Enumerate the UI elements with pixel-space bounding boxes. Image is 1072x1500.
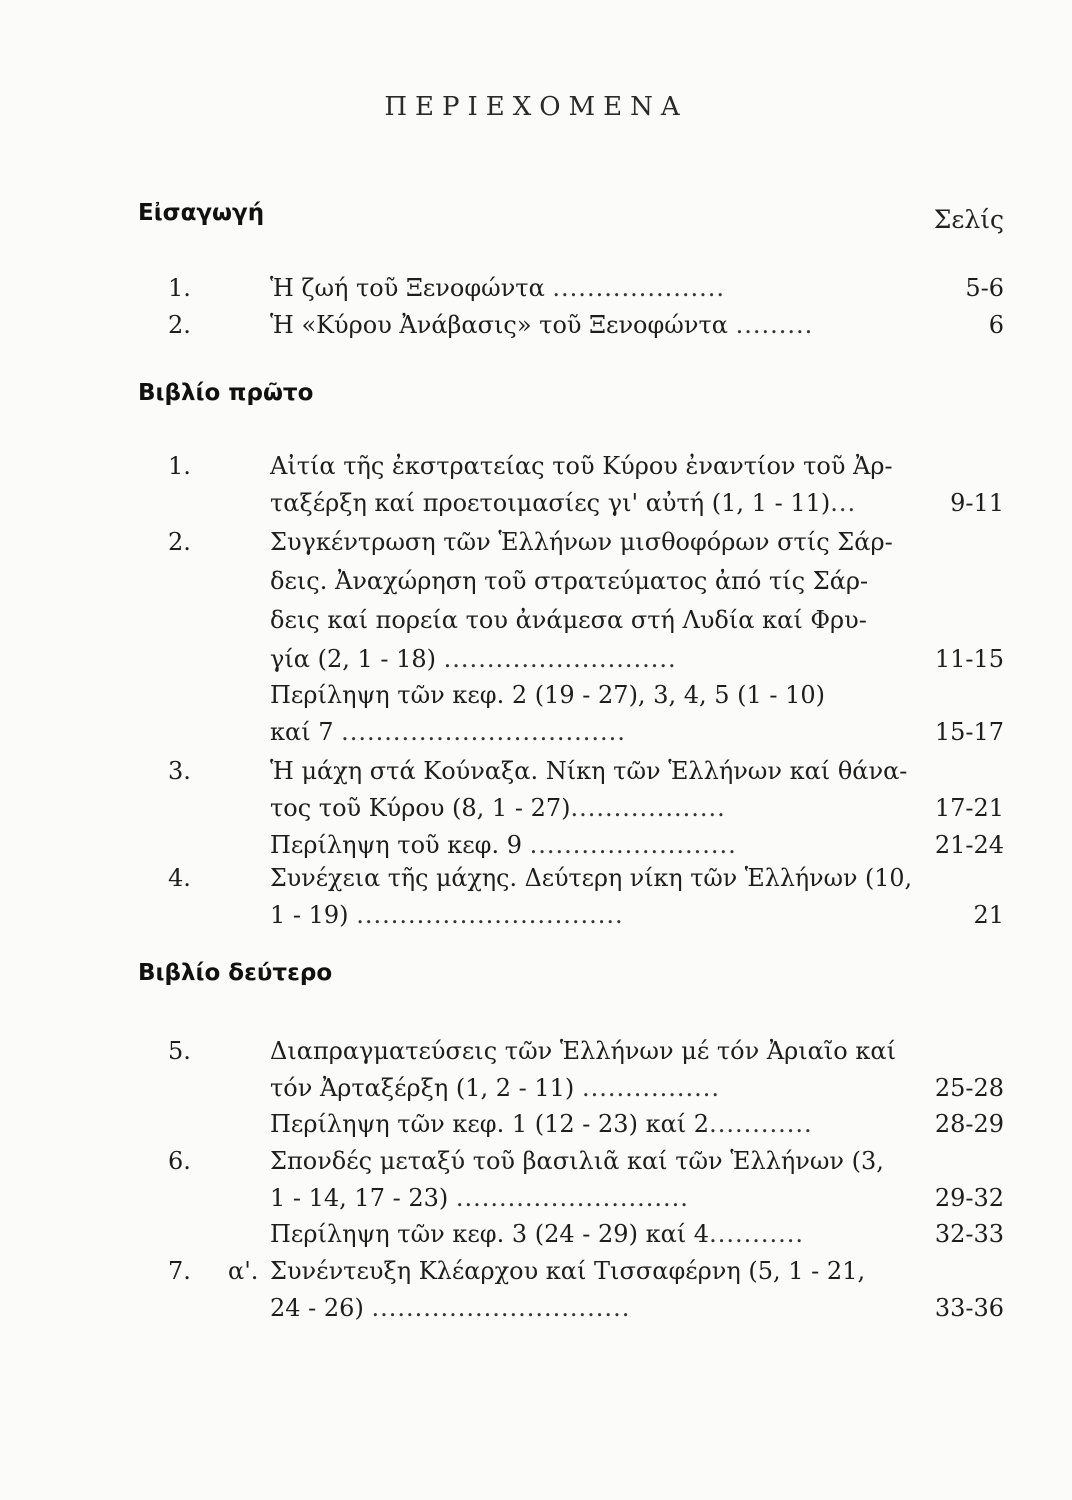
entry-number: 7. xyxy=(168,1257,191,1285)
toc-line xyxy=(0,1253,1072,1289)
entry-text: 1 - 14, 17 - 23) ........................... xyxy=(270,1184,689,1212)
entry-page: 5-6 xyxy=(965,274,1004,302)
toc-line xyxy=(0,860,1072,896)
entry-text: Συγκέντρωση τῶν Ἑλλήνων μισθοφόρων στίς Σάρ- xyxy=(270,528,893,556)
toc-line xyxy=(0,753,1072,789)
toc-line xyxy=(0,307,1072,343)
entry-page: 21 xyxy=(973,901,1004,929)
toc-line xyxy=(0,602,1072,638)
entry-page: 32-33 xyxy=(934,1220,1004,1248)
section-heading-book-two: Βιβλίο δεύτερο xyxy=(138,960,333,986)
entry-page: 21-24 xyxy=(934,831,1004,859)
entry-text: Ἡ ζωή τοῦ Ξενοφώντα .................... xyxy=(270,274,725,302)
entry-number: 2. xyxy=(168,311,191,339)
toc-line xyxy=(0,1180,1072,1216)
toc-line xyxy=(0,897,1072,933)
entry-number: 6. xyxy=(168,1147,191,1175)
toc-line xyxy=(0,1216,1072,1252)
toc-line xyxy=(0,448,1072,484)
toc-line xyxy=(0,563,1072,599)
entry-text: Ἡ «Κύρου Ἀνάβασις» τοῦ Ξενοφώντα ......... xyxy=(270,311,814,339)
toc-line xyxy=(0,1290,1072,1326)
entry-page: 25-28 xyxy=(934,1074,1004,1102)
entry-page: 15-17 xyxy=(934,718,1004,746)
entry-text: τόν Ἀρταξέρξη (1, 2 - 11) ................ xyxy=(270,1074,720,1102)
entry-text: Σπονδές μεταξύ τοῦ βασιλιᾶ καί τῶν Ἑλλήνων (3, xyxy=(270,1147,884,1175)
entry-text: τος τοῦ Κύρου (8, 1 - 27).................. xyxy=(270,794,726,822)
entry-text: Περίληψη τῶν κεφ. 1 (12 - 23) καί 2............ xyxy=(270,1110,813,1138)
entry-page: 11-15 xyxy=(934,645,1004,673)
entry-text: καί 7 ................................. xyxy=(270,718,626,746)
entry-text: δεις καί πορεία του ἀνάμεσα στή Λυδία καί Φρυ- xyxy=(270,606,867,634)
entry-subnumber: α'. xyxy=(228,1257,259,1285)
toc-line xyxy=(0,641,1072,677)
entry-text: Συνέχεια τῆς μάχης. Δεύτερη νίκη τῶν Ἑλλήνων (10, xyxy=(270,864,913,892)
entry-number: 2. xyxy=(168,528,191,556)
entry-text: ταξέρξη καί προετοιμασίες γι' αὐτή (1, 1 - 11)... xyxy=(270,489,857,517)
toc-line xyxy=(0,1070,1072,1106)
entry-number: 1. xyxy=(168,274,191,302)
entry-text: Ἡ μάχη στά Κούναξα. Νίκη τῶν Ἑλλήνων καί θάνα- xyxy=(270,757,908,785)
toc-line xyxy=(0,270,1072,306)
toc-line xyxy=(0,524,1072,560)
toc-line xyxy=(0,827,1072,863)
entry-page: 33-36 xyxy=(934,1294,1004,1322)
entry-page: 29-32 xyxy=(934,1184,1004,1212)
entry-text: Περίληψη τοῦ κεφ. 9 ........................ xyxy=(270,831,737,859)
entry-page: 17-21 xyxy=(934,794,1004,822)
entry-text: Αἰτία τῆς ἐκστρατείας τοῦ Κύρου ἐναντίον τοῦ Ἀρ- xyxy=(270,452,893,480)
entry-number: 3. xyxy=(168,757,191,785)
entry-number: 4. xyxy=(168,864,191,892)
entry-text: Περίληψη τῶν κεφ. 3 (24 - 29) καί 4........... xyxy=(270,1220,804,1248)
entry-page: 28-29 xyxy=(934,1110,1004,1138)
toc-line xyxy=(0,1106,1072,1142)
toc-line xyxy=(0,714,1072,750)
section-heading-book-one: Βιβλίο πρῶτο xyxy=(138,380,314,406)
toc-line xyxy=(0,790,1072,826)
entry-number: 1. xyxy=(168,452,191,480)
entry-page: 9-11 xyxy=(950,489,1004,517)
entry-text: 1 - 19) ............................... xyxy=(270,901,624,929)
toc-line xyxy=(0,485,1072,521)
entry-text: Συνέντευξη Κλέαρχου καί Τισσαφέρνη (5, 1 - 21, xyxy=(270,1257,866,1285)
entry-text: Διαπραγματεύσεις τῶν Ἑλλήνων μέ τόν Ἀριαῖο καί xyxy=(270,1037,896,1065)
page-title: ΠΕΡΙΕΧΟΜΕΝΑ xyxy=(384,92,688,122)
pages-column-header: Σελίς xyxy=(933,205,1004,234)
section-heading-intro: Εἰσαγωγή xyxy=(138,200,265,226)
toc-line xyxy=(0,677,1072,713)
entry-number: 5. xyxy=(168,1037,191,1065)
entry-text: δεις. Ἀναχώρηση τοῦ στρατεύματος ἀπό τίς Σάρ- xyxy=(270,567,869,595)
entry-page: 6 xyxy=(988,311,1004,339)
toc-line xyxy=(0,1143,1072,1179)
toc-line xyxy=(0,1033,1072,1069)
entry-text: Περίληψη τῶν κεφ. 2 (19 - 27), 3, 4, 5 (1 - 10) xyxy=(270,681,826,709)
entry-text: γία (2, 1 - 18) ........................... xyxy=(270,645,677,673)
entry-text: 24 - 26) .............................. xyxy=(270,1294,631,1322)
